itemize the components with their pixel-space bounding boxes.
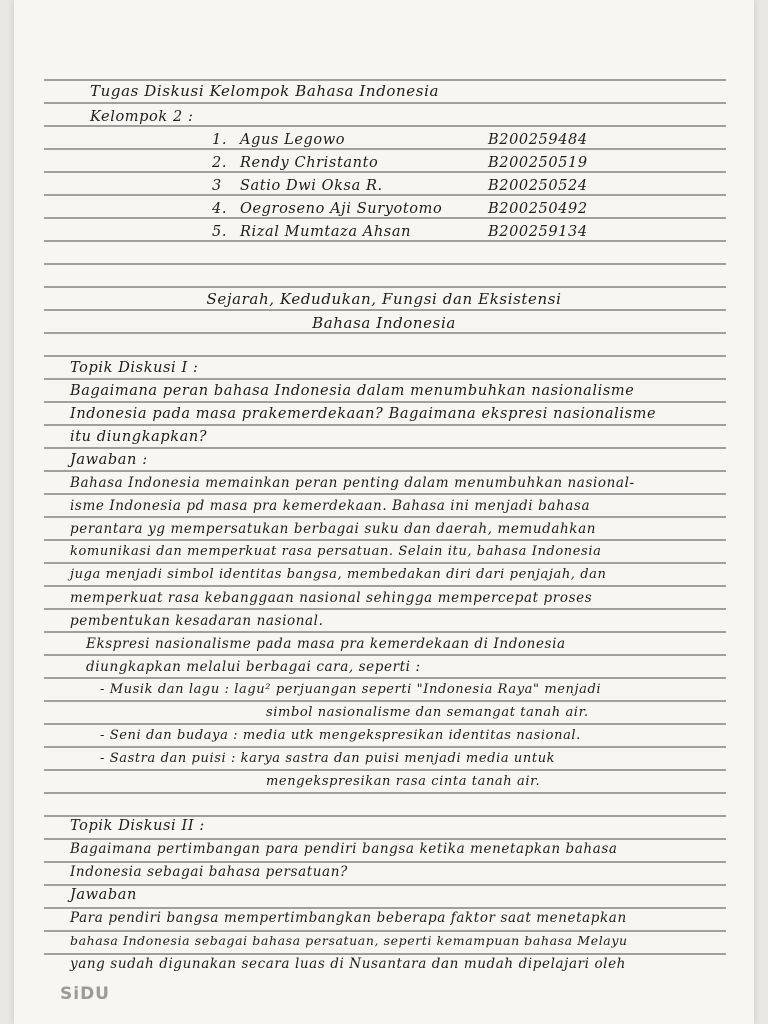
member-nim: B200250492 — [488, 201, 588, 217]
topic1-answer-line: komunikasi dan memperkuat rasa persatuan. Selain itu, bahasa Indonesia — [70, 544, 602, 559]
topic2-answer-label: Jawaban — [70, 887, 137, 903]
topic1-answer-line: pembentukan kesadaran nasional. — [70, 613, 324, 629]
topic2-answer-line: yang sudah digunakan secara luas di Nusantara dan mudah dipelajari oleh — [70, 956, 626, 972]
member-no: 1. — [212, 132, 228, 148]
topic2-answer-line: Para pendiri bangsa mempertimbangkan beberapa faktor saat menetapkan — [70, 910, 627, 926]
topic1-bullet-line: - Seni dan budaya : media utk mengekspresikan identitas nasional. — [100, 728, 581, 743]
topic1-answer-line: Bahasa Indonesia memainkan peran penting dalam menumbuhkan nasional- — [70, 475, 635, 491]
topic1-answer-line: Ekspresi nasionalisme pada masa pra kemerdekaan di Indonesia — [86, 636, 566, 652]
topic1-answer-line: juga menjadi simbol identitas bangsa, membedakan diri dari penjajah, dan — [70, 567, 607, 582]
topic1-bullet-line: mengekspresikan rasa cinta tanah air. — [266, 774, 541, 789]
topic1-answer-line: isme Indonesia pd masa pra kemerdekaan. Bahasa ini menjadi bahasa — [70, 498, 591, 514]
topic1-answer-label: Jawaban : — [70, 452, 148, 468]
member-name: Oegroseno Aji Suryotomo — [240, 201, 443, 217]
topic1-question-line: Indonesia pada masa prakemerdekaan? Bagaimana ekspresi nasionalisme — [70, 406, 657, 422]
member-nim: B200250524 — [488, 178, 588, 194]
topic1-label: Topik Diskusi I : — [70, 360, 199, 376]
topic2-label: Topik Diskusi II : — [70, 818, 205, 834]
group-label: Kelompok 2 : — [90, 109, 194, 125]
topic1-answer-line: perantara yg mempersatukan berbagai suku dan daerah, memudahkan — [70, 521, 597, 537]
topic1-bullet-line: - Sastra dan puisi : karya sastra dan puisi menjadi media untuk — [100, 751, 556, 766]
topic1-question-line: itu diungkapkan? — [70, 429, 208, 445]
topic1-answer-line: diungkapkan melalui berbagai cara, seperti : — [86, 659, 421, 675]
member-no: 3 — [212, 178, 222, 194]
essay-heading-line1: Sejarah, Kedudukan, Fungsi dan Eksistensi — [206, 290, 562, 308]
notebook-brand-logo: SiDU — [60, 984, 110, 1004]
member-name: Rendy Christanto — [240, 155, 379, 171]
topic1-question-line: Bagaimana peran bahasa Indonesia dalam menumbuhkan nasionalisme — [70, 383, 635, 399]
topic1-bullet-line: simbol nasionalisme dan semangat tanah air. — [266, 705, 589, 720]
member-name: Rizal Mumtaza Ahsan — [240, 224, 412, 240]
assignment-title: Tugas Diskusi Kelompok Bahasa Indonesia — [90, 82, 440, 100]
member-no: 5. — [212, 224, 228, 240]
topic1-answer-line: memperkuat rasa kebanggaan nasional sehingga mempercepat proses — [70, 590, 593, 606]
member-nim: B200250519 — [488, 155, 588, 171]
member-name: Satio Dwi Oksa R. — [240, 178, 383, 194]
member-nim: B200259134 — [488, 224, 588, 240]
topic2-question-line: Bagaimana pertimbangan para pendiri bangsa ketika menetapkan bahasa — [70, 841, 618, 857]
member-nim: B200259484 — [488, 132, 588, 148]
notebook-page — [14, 0, 754, 1024]
topic1-bullet-line: - Musik dan lagu : lagu² perjuangan seperti "Indonesia Raya" menjadi — [100, 682, 602, 697]
member-name: Agus Legowo — [240, 132, 346, 148]
member-no: 2. — [212, 155, 228, 171]
topic2-question-line: Indonesia sebagai bahasa persatuan? — [70, 864, 348, 880]
essay-heading-line2: Bahasa Indonesia — [312, 314, 456, 332]
topic2-answer-line: bahasa Indonesia sebagai bahasa persatuan, seperti kemampuan bahasa Melayu — [70, 933, 628, 948]
member-no: 4. — [212, 201, 228, 217]
